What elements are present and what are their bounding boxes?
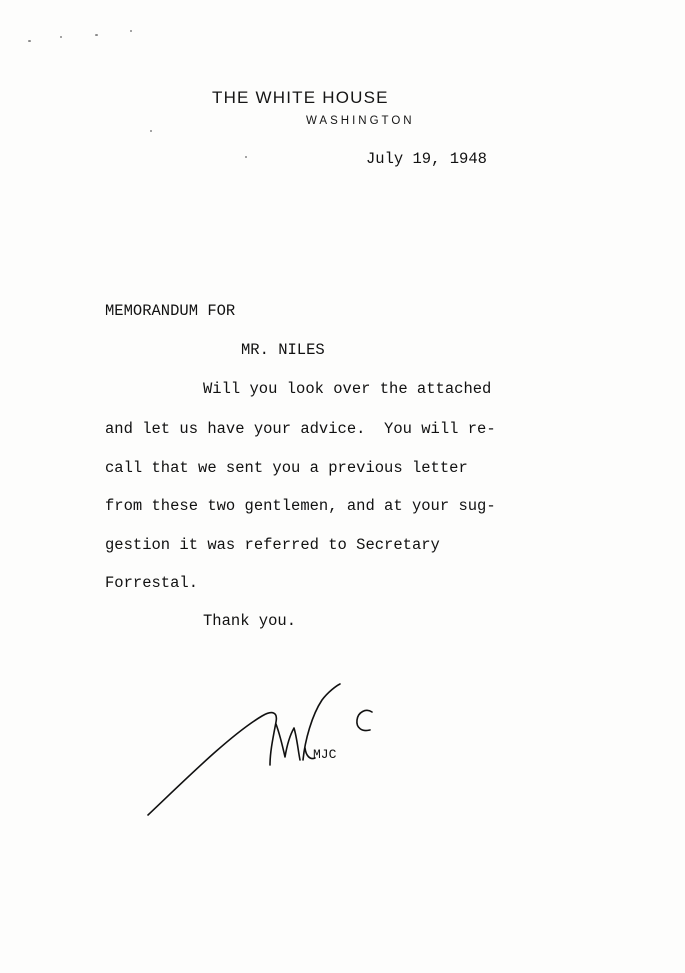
- memo-heading: MEMORANDUM FOR: [105, 302, 236, 320]
- typed-initials: MJC: [313, 747, 337, 762]
- body-line: gestion it was referred to Secretary: [105, 536, 440, 554]
- body-line: call that we sent you a previous letter: [105, 459, 468, 477]
- body-line: Will you look over the attached: [203, 380, 492, 398]
- body-line: Forrestal.: [105, 574, 199, 592]
- memo-date: July 19, 1948: [366, 150, 487, 168]
- letterhead-title: THE WHITE HOUSE: [212, 88, 389, 107]
- closing-text: Thank you.: [203, 612, 297, 630]
- letterhead-subtitle: WASHINGTON: [306, 115, 415, 127]
- memo-recipient: MR. NILES: [241, 341, 325, 359]
- body-line: and let us have your advice. You will re-: [105, 420, 496, 438]
- body-line: from these two gentlemen, and at your sug-: [105, 497, 496, 515]
